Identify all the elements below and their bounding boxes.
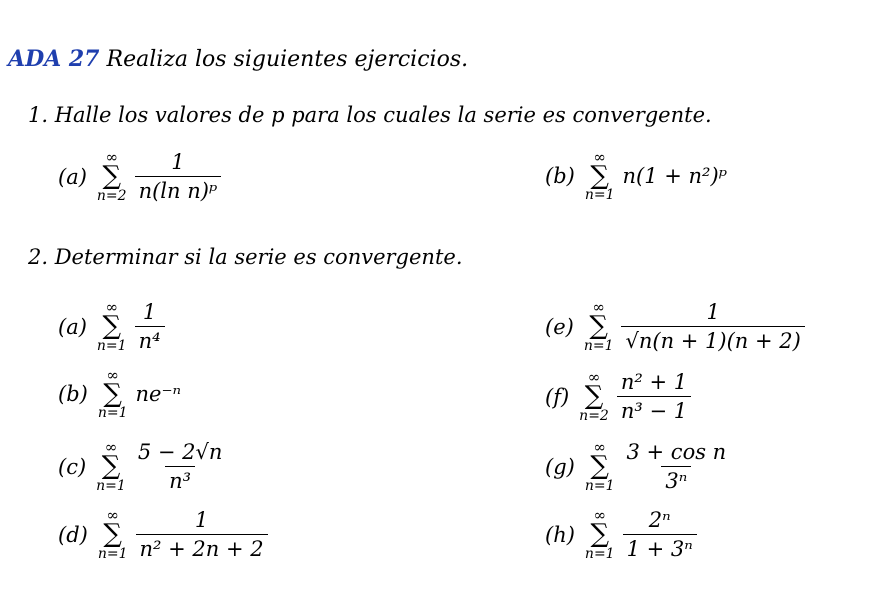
fraction — [134, 440, 227, 493]
item-label: (b) — [545, 164, 575, 189]
sum-symbol: ∞ ∑ n=1 — [584, 148, 615, 204]
sum-symbol: ∞ ∑ n=2 — [579, 368, 609, 424]
denominator: n³ − 1 — [617, 396, 691, 423]
fraction — [135, 150, 222, 203]
numerator: n² + 1 — [620, 370, 688, 394]
fraction — [135, 300, 165, 353]
q2-item-c — [58, 440, 226, 493]
denominator: √n(n + 1)(n + 2) — [621, 326, 804, 353]
denominator: n² + 2n + 2 — [136, 534, 268, 561]
question-1-label: 1. Halle los valores de p para los cuales la serie es convergente. — [28, 103, 712, 127]
item-label: (f) — [545, 384, 570, 409]
series-term: ne⁻ⁿ — [135, 382, 182, 407]
sum-symbol: ∞ ∑ n=1 — [584, 506, 615, 562]
header-title: Realiza los siguientes ejercicios. — [106, 47, 469, 72]
numerator: 5 − 2√n — [137, 440, 223, 464]
q2-item-b — [58, 368, 181, 420]
item-label: (d) — [58, 522, 88, 547]
q2-item-g — [545, 440, 730, 493]
q1-item-a — [58, 150, 221, 203]
fraction — [623, 508, 697, 561]
fraction — [621, 300, 804, 353]
q2-item-h — [545, 508, 697, 561]
q2-item-a — [58, 300, 165, 353]
item-label: (h) — [545, 522, 575, 547]
q2-item-e — [545, 300, 805, 353]
item-label: (a) — [58, 314, 87, 339]
fraction — [617, 370, 691, 423]
item-label: (g) — [545, 454, 575, 479]
q2-item-f — [545, 370, 691, 423]
numerator: 1 — [142, 300, 157, 324]
header-code: ADA 27 — [8, 46, 100, 72]
sum-symbol: ∞ ∑ n=1 — [584, 438, 615, 494]
sum-symbol: ∞ ∑ n=1 — [583, 298, 614, 354]
numerator: 2ⁿ — [648, 508, 671, 532]
sum-symbol: ∞ ∑ n=1 — [96, 298, 127, 354]
series-term: n(1 + n²)ᵖ — [622, 164, 728, 189]
item-label: (b) — [58, 382, 88, 407]
denominator: 1 + 3ⁿ — [623, 534, 697, 561]
fraction — [136, 508, 268, 561]
numerator: 1 — [706, 300, 720, 324]
item-label: (e) — [545, 314, 574, 339]
question-2-label: 2. Determinar si la serie es convergente. — [28, 245, 463, 269]
sum-symbol: ∞ ∑ n=1 — [97, 506, 128, 562]
sum-symbol: ∞ ∑ n=1 — [97, 366, 128, 422]
q1-item-b — [545, 150, 727, 202]
numerator: 1 — [194, 508, 209, 532]
item-label: (c) — [58, 454, 87, 479]
denominator: n(ln n)ᵖ — [135, 176, 222, 203]
denominator: 3ⁿ — [661, 466, 691, 493]
fraction — [623, 440, 731, 493]
numerator: 1 — [171, 150, 185, 174]
numerator: 3 + cos n — [626, 440, 727, 464]
sheet-header — [8, 46, 468, 72]
sum-symbol: ∞ ∑ n=1 — [96, 438, 126, 494]
item-label: (a) — [58, 164, 87, 189]
denominator: n³ — [165, 466, 195, 493]
sum-symbol: ∞ ∑ n=2 — [96, 148, 127, 204]
denominator: n⁴ — [135, 326, 165, 353]
q2-item-d — [58, 508, 268, 561]
